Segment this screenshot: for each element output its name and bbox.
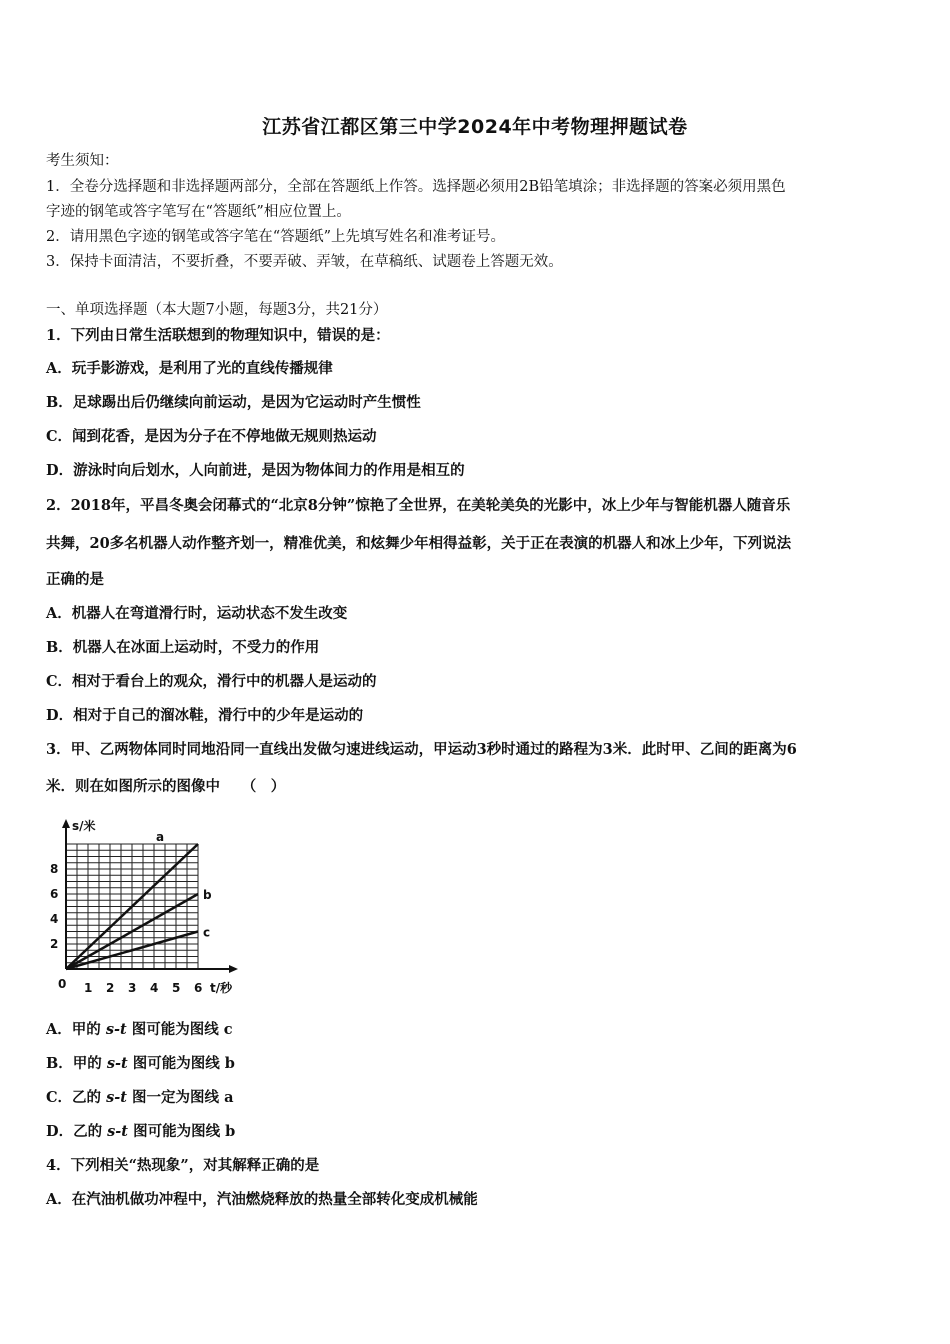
question-3-option-b: [46, 1055, 235, 1073]
graph-line-label: a: [156, 830, 165, 844]
y-tick-label: 8: [50, 862, 59, 876]
x-tick-label: 4: [150, 981, 159, 995]
notice-item: 3．保持卡面清洁，不要折叠，不要弄破、弄皱，在草稿纸、试题卷上答题无效。: [46, 254, 563, 270]
question-2-option-c: C．相对于看台上的观众，滑行中的机器人是运动的: [46, 673, 377, 690]
question-3-stem-line: 米．则在如图所示的图像中 （ ）: [46, 778, 286, 795]
x-tick-label: 3: [128, 981, 137, 995]
question-3-stem-line: 3．甲、乙两物体同时同地沿同一直线出发做匀速进线运动，甲运动3秒时通过的路程为3米．此时甲、乙间的距离为6: [46, 741, 797, 758]
st-term: s-t: [106, 1089, 127, 1106]
graph-line-label: c: [203, 925, 211, 940]
x-axis-arrow: [229, 965, 238, 973]
st-graph-svg: [44, 814, 264, 999]
y-tick-label: 6: [50, 887, 59, 901]
x-tick-label: 5: [172, 981, 181, 995]
option-prefix: A．甲的: [46, 1021, 106, 1038]
origin-label: 0: [58, 977, 67, 991]
question-1-option-c: C．闻到花香，是因为分子在不停地做无规则热运动: [46, 428, 377, 445]
question-2-option-b: B．机器人在冰面上运动时，不受力的作用: [46, 639, 320, 656]
option-prefix: D．乙的: [46, 1123, 108, 1140]
y-tick-label: 2: [50, 937, 59, 951]
question-1-stem: 1．下列由日常生活联想到的物理知识中，错误的是：: [46, 327, 390, 344]
question-2-stem-line: 2．2018年，平昌冬奥会闭幕式的“北京8分钟”惊艳了全世界，在美轮美奂的光影中，冰上少年与智能机器人随音乐: [46, 497, 791, 514]
question-4-option-a: A．在汽油机做功冲程中，汽油燃烧释放的热量全部转化变成机械能: [46, 1191, 478, 1208]
x-axis-label: t/秒: [210, 981, 233, 995]
y-tick-labels: [50, 862, 58, 951]
question-3-option-c: [46, 1089, 233, 1107]
question-2-stem-line: 共舞，20多名机器人动作整齐划一，精准优美，和炫舞少年相得益彰，关于正在表演的机器人和冰上少年，下列说法: [46, 535, 792, 552]
section-heading: 一、单项选择题（本大题7小题，每题3分，共21分）: [46, 302, 388, 318]
question-1-option-d: D．游泳时向后划水，人向前进，是因为物体间力的作用是相互的: [46, 462, 465, 479]
y-tick-label: 4: [50, 912, 59, 926]
option-suffix: 图可能为图线 c: [126, 1021, 233, 1038]
st-term: s-t: [106, 1055, 128, 1072]
st-term: s-t: [107, 1123, 129, 1140]
option-suffix: 图一定为图线 a: [126, 1089, 234, 1106]
question-4-stem: 4．下列相关“热现象”，对其解释正确的是: [46, 1157, 320, 1174]
st-term: s-t: [105, 1021, 127, 1038]
notice-item: 字迹的钢笔或答字笔写在“答题纸”相应位置上。: [46, 204, 351, 220]
question-1-option-b: B．足球踢出后仍继续向前运动，是因为它运动时产生惯性: [46, 394, 421, 411]
option-prefix: C．乙的: [46, 1089, 107, 1106]
question-1-option-a: A．玩手影游戏，是利用了光的直线传播规律: [46, 360, 333, 377]
option-suffix: 图可能为图线 b: [128, 1123, 236, 1140]
question-3-option-d: [46, 1123, 235, 1141]
x-tick-label: 2: [106, 981, 115, 995]
y-axis-label: s/米: [72, 819, 96, 833]
y-axis-arrow: [62, 819, 70, 828]
option-prefix: B．甲的: [46, 1055, 107, 1072]
question-2-stem-line: 正确的是: [46, 571, 104, 588]
x-tick-label: 1: [84, 981, 93, 995]
notice-heading: 考生须知：: [46, 153, 119, 169]
question-2-option-a: A．机器人在弯道滑行时，运动状态不发生改变: [46, 605, 348, 622]
st-graph: [44, 814, 264, 1003]
notice-item: 2．请用黑色字迹的钢笔或答字笔在“答题纸”上先填写姓名和准考证号。: [46, 229, 506, 245]
page-title: 江苏省江都区第三中学2024年中考物理押题试卷: [262, 116, 688, 138]
question-2-option-d: D．相对于自己的溜冰鞋，滑行中的少年是运动的: [46, 707, 364, 724]
x-tick-labels: [84, 981, 202, 995]
x-tick-label: 6: [194, 981, 203, 995]
graph-line-label: b: [203, 888, 212, 902]
notice-item: 1．全卷分选择题和非选择题两部分，全部在答题纸上作答。选择题必须用2B铅笔填涂；非选择题的答案必须用黑色: [46, 179, 786, 195]
option-suffix: 图可能为图线 b: [127, 1055, 235, 1072]
question-3-option-a: [46, 1021, 233, 1039]
